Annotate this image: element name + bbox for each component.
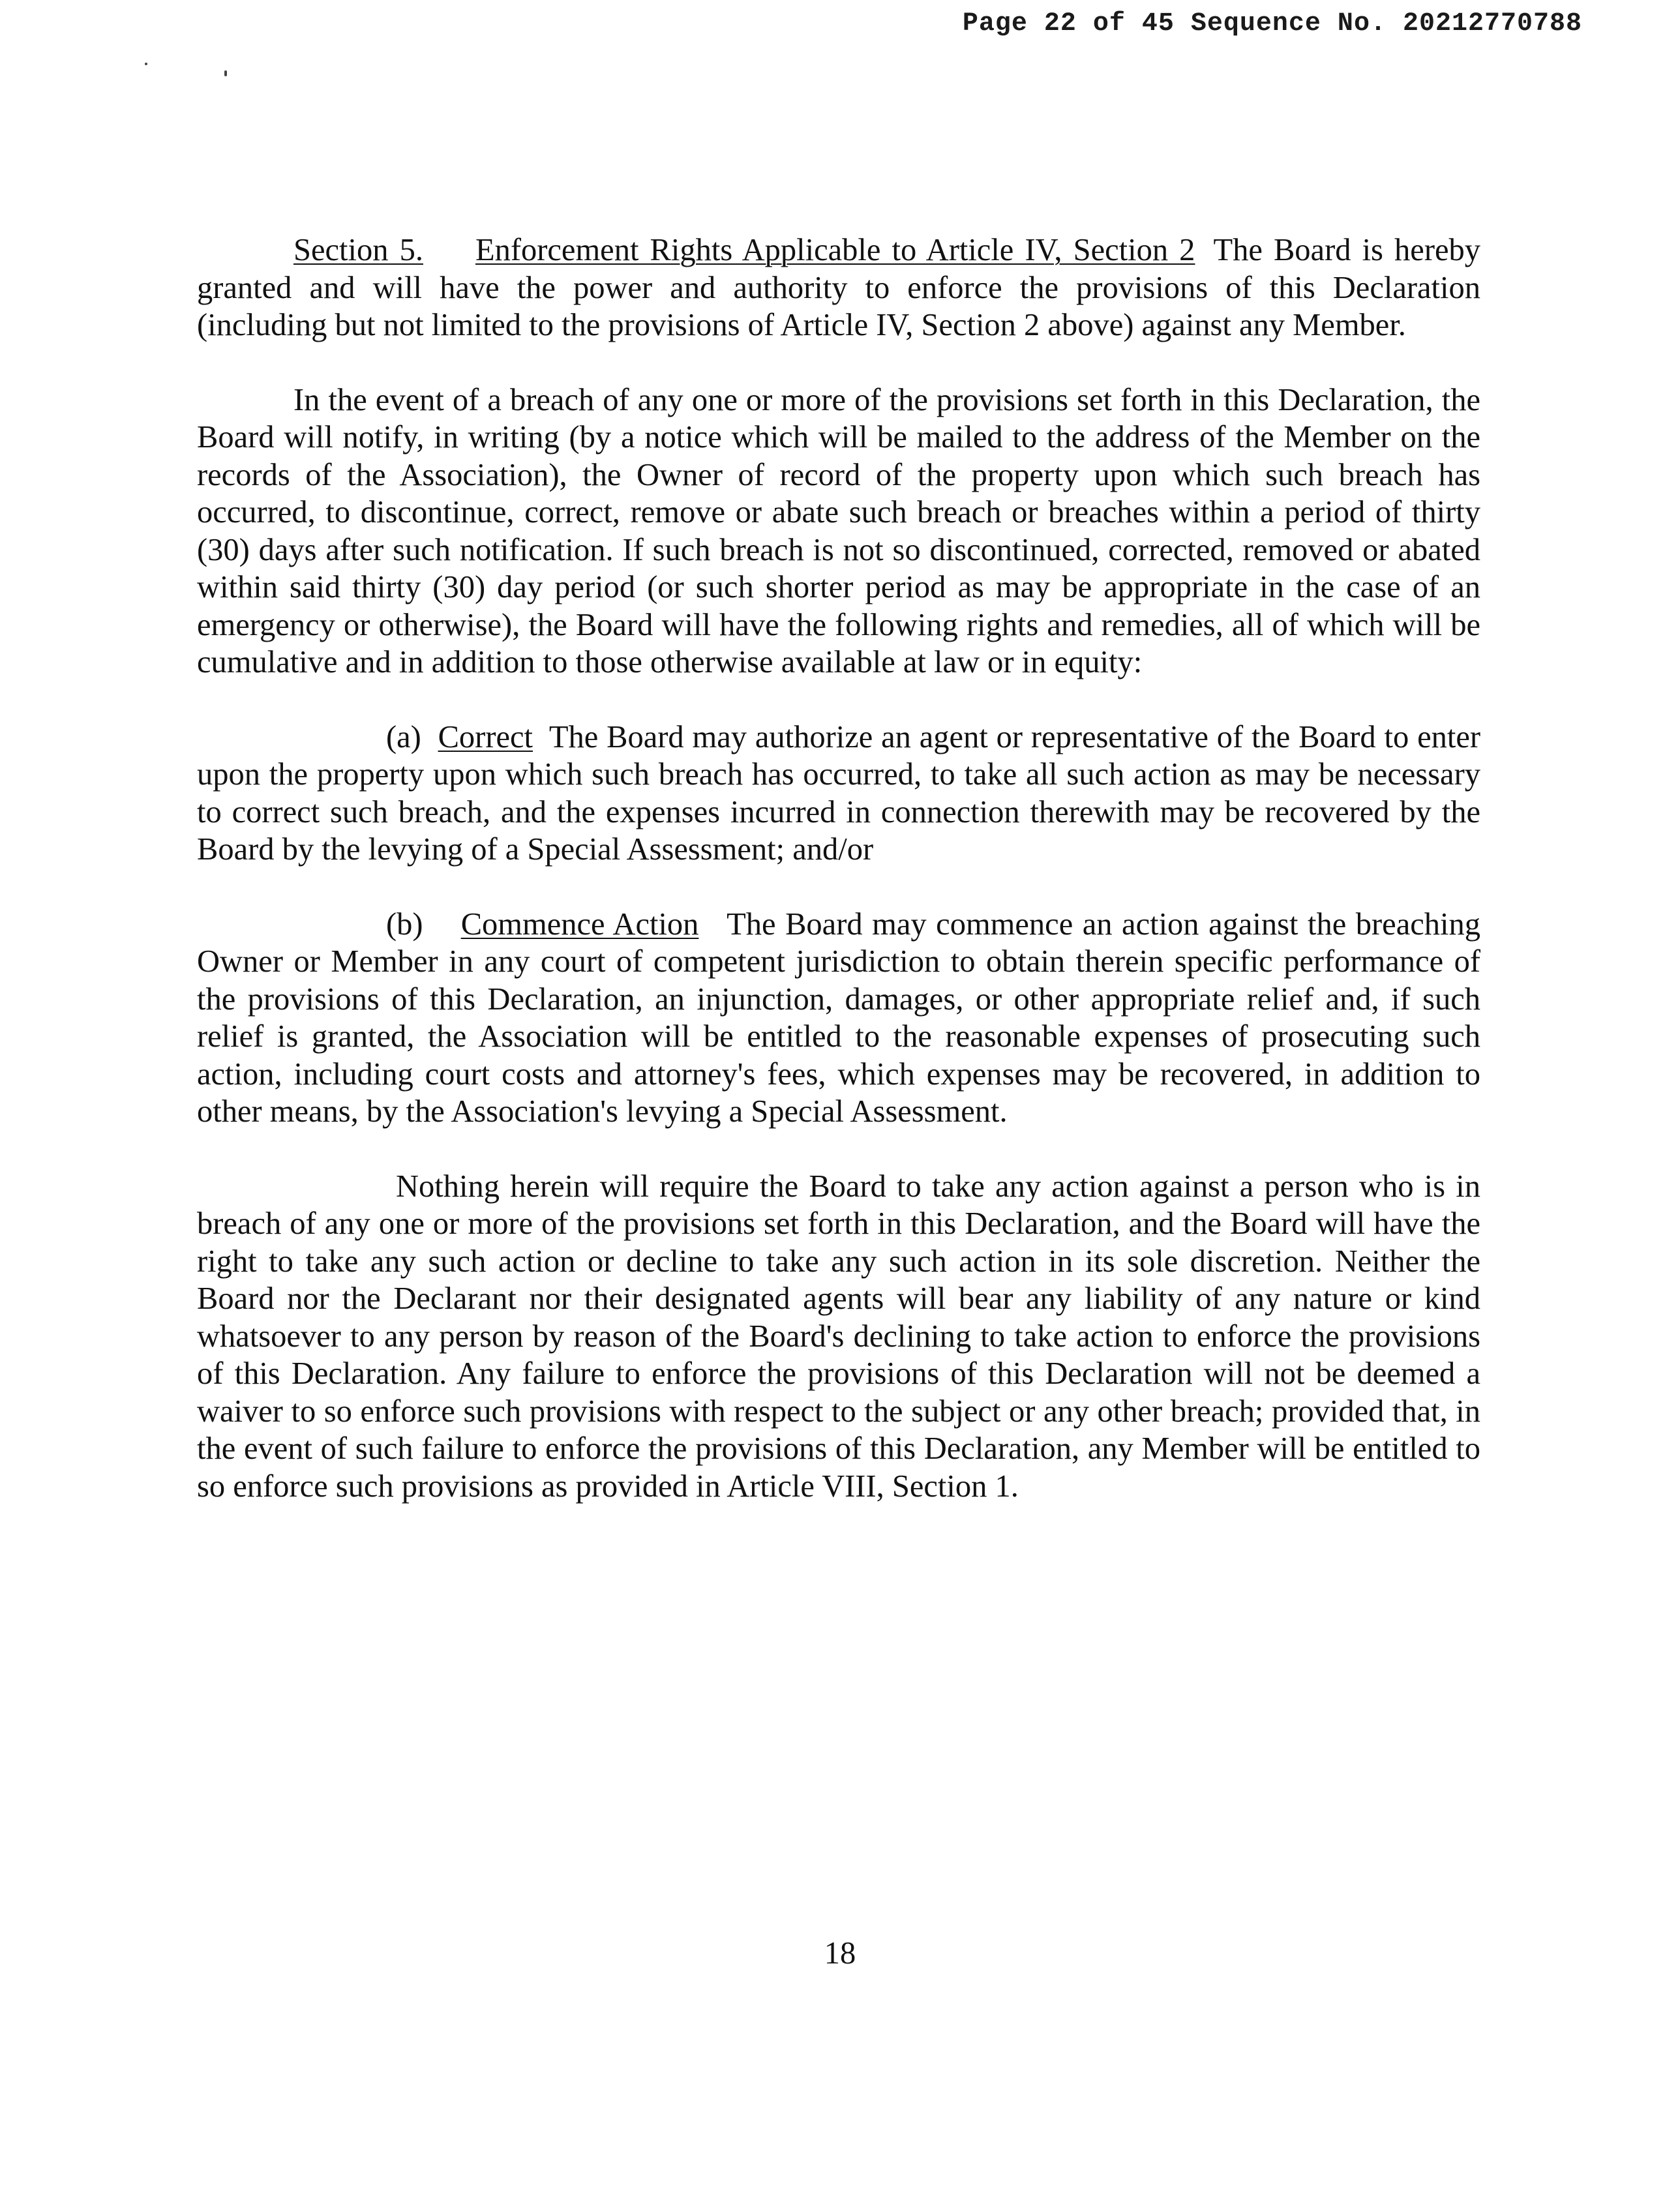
item-b-marker: (b) bbox=[386, 906, 423, 942]
breach-paragraph: In the event of a breach of any one or more of the provisions set forth in this Declaration, the Board will notify, in writing (by a notice which will be mailed to the address of the Member on the records of the Association), the Owner of record of the property upon which such breach has occurred, to discontinue, correct, remove or abate such breach or breaches within a period of thirty (30) days after such notification. If such breach is not so discontinued, corrected, removed or abated within said thirty (30) day period (or such shorter period as may be appropriate in the case of an emergency or otherwise), the Board will have the following rights and remedies, all of which will be cumulative and in addition to those otherwise available at law or in equity: bbox=[197, 382, 1480, 679]
item-b-text: The Board may commence an action against the breaching Owner or Member in any court of competent jurisdiction to obtain therein specific performance of the provisions of this Declaration, an injunction, damages, or other appropriate relief and, if such relief is granted, the Association will be entitled to the reasonable expenses of prosecuting such action, including court costs and attorney's fees, which expenses may be recovered, in addition to other means, by the Association's levying a Special Assessment. bbox=[197, 906, 1480, 1129]
item-a-title: Correct bbox=[438, 719, 533, 754]
section-text: The Board is hereby granted and will have the power and authority to enforce the provisions of this Declaration (including but not limited to the provisions of Article IV, Section 2 above) against any Member. bbox=[197, 233, 1480, 342]
section-label: Section 5. bbox=[293, 233, 423, 267]
nothing-herein-paragraph: Nothing herein will require the Board to take any action against a person who is in breach of any one or more of the provisions set forth in this Declaration, and the Board will have the right to take any such action or decline to take any such action in its sole discretion. Neither the Board nor the Declarant nor their designated agents will bear any liability of any nature or kind whatsoever to any person by reason of the Board's declining to take action to enforce the provisions of this Declaration. Any failure to enforce the provisions of this Declaration will not be deemed a waiver to so enforce such provisions with respect to the subject or any other breach; provided that, in the event of such failure to enforce the provisions of this Declaration, any Member will be entitled to so enforce such provisions as provided in Article VIII, Section 1. bbox=[197, 1169, 1480, 1504]
scan-speck bbox=[145, 63, 147, 65]
page-sequence-stamp: Page 22 of 45 Sequence No. 20212770788 bbox=[962, 9, 1582, 38]
page-number: 18 bbox=[824, 1936, 856, 1971]
document-body bbox=[197, 231, 1480, 1542]
section-5-paragraph bbox=[197, 231, 1480, 344]
item-a-text: The Board may authorize an agent or representative of the Board to enter upon the property upon which such breach has occurred, to take all such action as may be necessary to correct such breach, and the expenses incurred in connection therewith may be recovered by the Board by the levying of a Special Assessment; and/or bbox=[197, 719, 1481, 867]
section-heading: Enforcement Rights Applicable to Article IV, Section 2 bbox=[475, 233, 1195, 267]
item-b-paragraph bbox=[197, 906, 1480, 1131]
item-a-paragraph bbox=[197, 719, 1480, 869]
item-a-marker: (a) bbox=[386, 719, 421, 754]
scan-speck bbox=[224, 70, 227, 76]
item-b-title: Commence Action bbox=[460, 906, 699, 942]
